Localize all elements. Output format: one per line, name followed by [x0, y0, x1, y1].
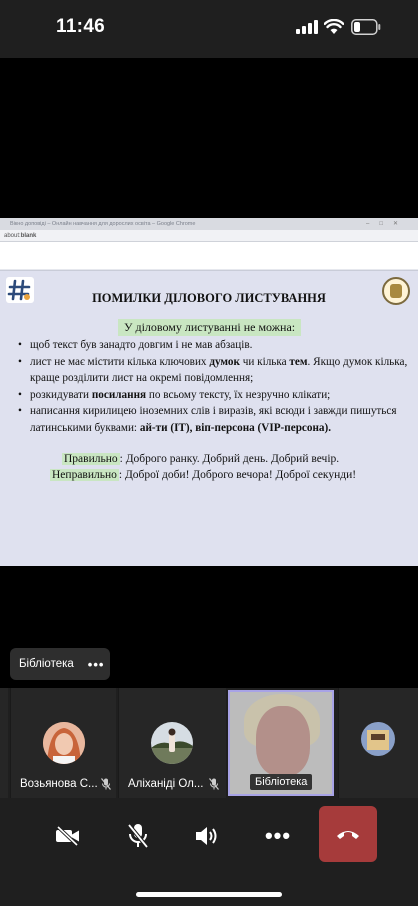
more-icon: ••• [264, 823, 292, 848]
slide-title: ПОМИЛКИ ДІЛОВОГО ЛИСТУВАННЯ [92, 291, 326, 305]
participant-tile[interactable] [118, 688, 226, 798]
presentation-slide [0, 270, 418, 566]
mic-muted-icon [101, 778, 111, 790]
url-host: blank [20, 233, 37, 239]
window-controls: –□✕ [366, 221, 408, 227]
video-feed-face [256, 706, 310, 776]
list-item: • лист не має містити кілька ключових думок чи кілька тем. Якщо думок кілька, краще розділити лист на окремі повідомлення; [18, 354, 410, 387]
avatar-photo-icon [361, 722, 395, 756]
address-bar [0, 230, 418, 242]
slide-subtitle: У діловому листуванні не можна: [118, 319, 301, 336]
correct-text: : Доброго ранку. Добрий день. Добрий вечір. [119, 453, 340, 465]
avatar [151, 722, 193, 764]
participant-tile-partial[interactable] [0, 688, 8, 798]
speaker-icon [195, 825, 221, 847]
screen-share-owner-pill[interactable] [10, 648, 110, 680]
correct-example [62, 453, 339, 465]
bullet-list [18, 337, 410, 436]
end-call-icon [335, 828, 361, 840]
video-off-icon [55, 826, 81, 846]
shared-browser-window [0, 218, 418, 566]
browser-title: Вікно доповіді – Онлайн навчання для дорослих освіта – Google Chrome [10, 221, 196, 227]
browser-title-bar [0, 218, 418, 230]
participant-tile-partial[interactable] [338, 688, 418, 798]
wifi-icon [324, 19, 344, 35]
battery-icon [351, 19, 381, 35]
avatar-photo-icon [151, 722, 193, 764]
participant-tile[interactable] [10, 688, 116, 798]
wrong-example [50, 469, 356, 481]
clock: 11:46 [56, 16, 106, 37]
avatar [43, 722, 85, 764]
home-indicator[interactable] [136, 892, 282, 897]
mic-muted-icon [127, 823, 149, 849]
correct-label: Правильно [64, 453, 118, 465]
list-item: • щоб текст був занадто довгим і не мав абзаців. [18, 337, 410, 354]
mic-muted-icon [209, 778, 219, 790]
more-options-icon[interactable]: ••• [87, 656, 105, 672]
cellular-signal-icon [296, 20, 318, 34]
participant-name: Возьянова С... [20, 778, 98, 790]
mute-button[interactable] [118, 818, 158, 854]
url-prefix: about: [4, 233, 21, 239]
more-button[interactable] [258, 818, 298, 854]
wrong-text: : Доброї доби! Доброго вечора! Доброї секунди! [118, 469, 357, 481]
avatar-photo-icon [43, 722, 85, 764]
share-owner-label: Бібліотека [19, 658, 74, 670]
leave-call-button[interactable] [319, 806, 377, 862]
screen-share-view [0, 58, 418, 688]
participant-name: Аліханіді Ол... [128, 778, 204, 790]
active-speaker-tile[interactable] [228, 690, 334, 796]
video-toggle-button[interactable] [48, 818, 88, 854]
speaker-button[interactable] [188, 818, 228, 854]
meeting-controls [0, 798, 418, 906]
list-item: • написання кирилицею іноземних слів і виразів, які всюди і завжди пишуться латинськими буквами: ай-ти (IT), віп-персона (VIP-персона). [18, 403, 410, 436]
list-item: • розкидувати посилання по всьому тексту, їх незручно клікати; [18, 387, 410, 404]
participant-gallery[interactable] [0, 688, 418, 798]
avatar [361, 722, 395, 756]
wrong-label: Неправильно [52, 469, 117, 481]
participant-name: Бібліотека [250, 774, 312, 790]
status-bar [0, 0, 418, 58]
